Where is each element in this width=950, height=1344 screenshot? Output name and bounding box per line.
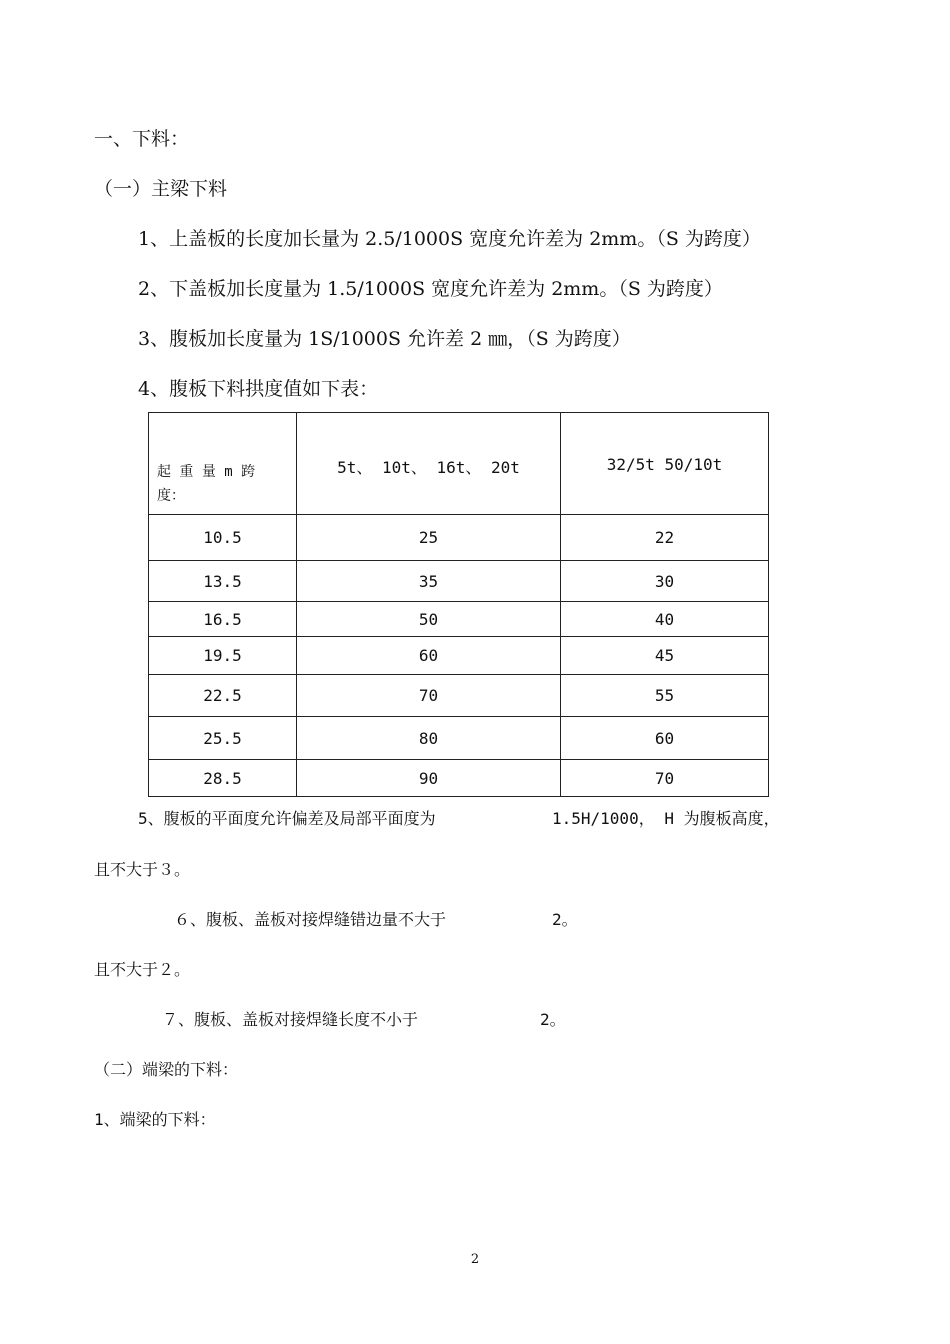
- table-cell-span: 22.5: [149, 675, 297, 717]
- table-cell-col1: 90: [297, 760, 561, 797]
- section-title: 一、下料：: [94, 128, 190, 150]
- para-7-left: ７、腹板、盖板对接焊缝长度不小于: [162, 1010, 419, 1029]
- table-cell-col2: 40: [561, 602, 769, 637]
- para-5-continuation: 且不大于３。: [94, 860, 191, 879]
- para-8: 1、端梁的下料：: [94, 1110, 216, 1129]
- table-cell-col1: 60: [297, 637, 561, 675]
- table-cell-col2: 55: [561, 675, 769, 717]
- item-4: 4、腹板下料拱度值如下表：: [138, 378, 379, 400]
- item-2: 2、下盖板加长度量为 1.5/1000S 宽度允许差为 2mm。（S 为跨度）: [138, 278, 723, 300]
- para-7-right: 2。: [540, 1010, 566, 1029]
- table-cell-col1: 80: [297, 717, 561, 760]
- table-header-load-span: [149, 413, 297, 515]
- table-cell-col1: 35: [297, 561, 561, 602]
- table-cell-col2: 45: [561, 637, 769, 675]
- table-cell-col2: 70: [561, 760, 769, 797]
- table-cell-col2: 22: [561, 515, 769, 561]
- item-1: 1、上盖板的长度加长量为 2.5/1000S 宽度允许差为 2mm。（S 为跨度）: [138, 228, 761, 250]
- para-7-continuation: （二）端梁的下料：: [94, 1060, 239, 1079]
- table-row: [149, 561, 769, 602]
- table-cell-span: 28.5: [149, 760, 297, 797]
- table-row: [149, 675, 769, 717]
- table-header-col2: 32/5t 50/10t: [561, 413, 769, 515]
- table-cell-span: 19.5: [149, 637, 297, 675]
- table-cell-col1: 25: [297, 515, 561, 561]
- para-6-continuation: 且不大于２。: [94, 960, 191, 979]
- para-6-right: 2。: [552, 910, 578, 929]
- table-header-load-line2: 度：: [157, 488, 185, 504]
- table-row: [149, 515, 769, 561]
- table-cell-span: 25.5: [149, 717, 297, 760]
- table-cell-col1: 50: [297, 602, 561, 637]
- table-cell-col2: 60: [561, 717, 769, 760]
- table-cell-span: 10.5: [149, 515, 297, 561]
- table-cell-col2: 30: [561, 561, 769, 602]
- camber-table: [148, 412, 769, 797]
- table-cell-span: 16.5: [149, 602, 297, 637]
- table-header-col1: 5t、 10t、 16t、 20t: [297, 413, 561, 515]
- table-header-load-line1: 起 重 量 m 跨: [157, 464, 256, 480]
- item-3: 3、腹板加长度量为 1S/1000S 允许差 2 ㎜，（S 为跨度）: [138, 328, 631, 350]
- table-header-row: [149, 413, 769, 515]
- table-cell-col1: 70: [297, 675, 561, 717]
- table-cell-span: 13.5: [149, 561, 297, 602]
- table-row: [149, 602, 769, 637]
- table-row: [149, 760, 769, 797]
- table-row: [149, 717, 769, 760]
- para-5-right: 1.5H/1000， H 为腹板高度，: [552, 809, 780, 828]
- para-6-left: ６、腹板、盖板对接焊缝错边量不大于: [174, 910, 447, 929]
- table-row: [149, 637, 769, 675]
- page-number: 2: [470, 1252, 480, 1267]
- subsection-title: （一）主梁下料: [94, 178, 228, 200]
- para-5-left: 5、腹板的平面度允许偏差及局部平面度为: [138, 809, 436, 828]
